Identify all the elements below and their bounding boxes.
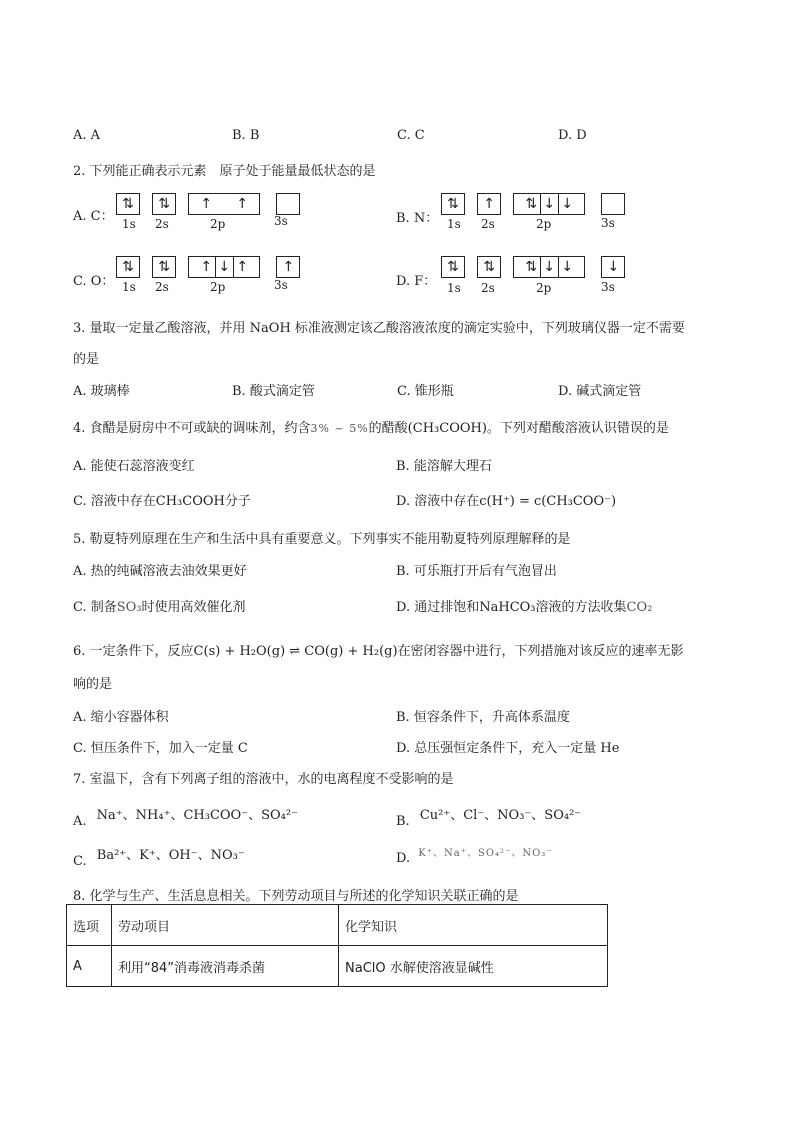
q3-option-a[interactable]: A. 玻璃棒 xyxy=(73,384,130,399)
q2-a-boxes xyxy=(116,193,300,215)
q7-option-c-label: C. xyxy=(73,854,87,869)
orbital-box-2s: ↑ xyxy=(477,193,501,215)
q4-option-c-formula: CH₃COOH xyxy=(155,494,225,509)
q6-stem-post: 在密闭容器中进行，下列措施对该反应的速率无影 xyxy=(397,644,684,659)
orbital-box-1s: ⇅ xyxy=(441,256,465,278)
q8-table xyxy=(66,904,608,987)
orbital-label-2p: 2p xyxy=(536,281,552,295)
orbital-box-2p: ⇅ ↓ ↓ xyxy=(513,256,585,278)
q6-option-b[interactable]: B. 恒容条件下，升高体系温度 xyxy=(396,710,570,725)
q2-c-boxes xyxy=(116,256,300,278)
orbital-box-3s xyxy=(601,193,625,215)
q3-stem-line1: 3. 量取一定量乙酸溶液，并用 NaOH 标准液测定该乙酸溶液浓度的滴定实验中，下列玻璃仪器一定不需要 xyxy=(73,321,685,336)
table-cell: 利用“84”消毒液消毒杀菌 xyxy=(112,946,339,987)
q6-option-a[interactable]: A. 缩小容器体积 xyxy=(73,710,169,725)
q2-b-boxes xyxy=(441,193,625,215)
orbital-label-3s: 3s xyxy=(274,214,288,228)
orbital-label-2p: 2p xyxy=(536,217,552,231)
q4-option-c-post: 分子 xyxy=(224,494,251,509)
q2-option-c-label: C. O： xyxy=(73,274,115,289)
orbital-box-2p: ⇅ ↓ ↓ xyxy=(513,193,585,215)
q5-option-c[interactable] xyxy=(73,596,246,615)
orbital-label-1s: 1s xyxy=(447,281,461,295)
q7-option-a-ions: Na⁺、NH₄⁺、CH₃COO⁻、SO₄²⁻ xyxy=(96,808,298,823)
q6-reaction: C(s) + H₂O(g) ⇌ CO(g) + H₂(g) xyxy=(193,644,398,659)
q7-option-b-ions: Cu²⁺、Cl⁻、NO₃⁻、SO₄²⁻ xyxy=(419,808,582,823)
q7-option-c[interactable] xyxy=(73,844,245,869)
q4-formula: CH₃COOH xyxy=(412,421,482,436)
orbital-box-2s: ⇅ xyxy=(477,256,501,278)
orbital-label-1s: 1s xyxy=(122,217,136,231)
q4-range: 3% ~ 5% xyxy=(310,422,369,435)
q5-option-d-formula: NaHCO₃ xyxy=(479,600,536,615)
q5-option-d[interactable] xyxy=(396,596,652,615)
q4-option-c-text: C. 溶液中存在 xyxy=(73,494,156,509)
q7-option-d-ions: K⁺、Na⁺、SO₄²⁻、NO₃⁻ xyxy=(418,848,553,859)
q2-option-d-label: D. F： xyxy=(396,274,437,289)
q7-option-b[interactable] xyxy=(396,804,582,829)
q6-stem-line2: 响的是 xyxy=(73,677,113,692)
q7-option-d-label: D. xyxy=(396,851,411,866)
q6-stem xyxy=(73,640,684,659)
orbital-box-2s: ⇅ xyxy=(152,193,176,215)
q1-option-a[interactable]: A. A xyxy=(73,128,101,143)
q5-option-c-formula: SO₃ xyxy=(116,600,142,615)
orbital-box-3s xyxy=(276,193,300,215)
q8-stem: 8. 化学与生产、生活息息相关。下列劳动项目与所述的化学知识关联正确的是 xyxy=(73,889,519,904)
q5-option-b[interactable]: B. 可乐瓶打开后有气泡冒出 xyxy=(396,564,557,579)
orbital-box-2p: ↑ ↑ xyxy=(188,193,260,215)
q6-option-c[interactable]: C. 恒压条件下，加入一定量 C xyxy=(73,741,248,756)
q5-option-d-formula2: CO₂ xyxy=(626,600,653,615)
orbital-box-3s: ↓ xyxy=(601,256,625,278)
orbital-label-2s: 2s xyxy=(481,281,495,295)
q4-option-d[interactable] xyxy=(396,490,616,509)
orbital-label-3s: 3s xyxy=(601,216,615,230)
q6-option-d[interactable]: D. 总压强恒定条件下，充入一定量 He xyxy=(396,741,620,756)
table-header-cell: 劳动项目 xyxy=(112,905,339,946)
q4-option-c[interactable] xyxy=(73,490,251,509)
orbital-label-2p: 2p xyxy=(210,217,226,231)
q4-stem-text: 4. 食醋是厨房中不可或缺的调味剂，约含 xyxy=(73,421,311,436)
orbital-box-1s: ⇅ xyxy=(116,193,140,215)
q7-stem: 7. 室温下，含有下列离子组的溶液中，水的电离程度不受影响的是 xyxy=(73,772,454,787)
q4-option-d-formula: c(H⁺) = c(CH₃COO⁻) xyxy=(479,494,617,509)
q5-option-a[interactable]: A. 热的纯碱溶液去油效果更好 xyxy=(73,564,247,579)
orbital-box-1s: ⇅ xyxy=(441,193,465,215)
q5-option-d-text: D. 通过排饱和 xyxy=(396,600,480,615)
q4-stem-post: )。下列对醋酸溶液认识错误的是 xyxy=(481,421,669,436)
orbital-label-3s: 3s xyxy=(601,280,615,294)
orbital-box-2s: ⇅ xyxy=(152,256,176,278)
q2-stem: 2. 下列能正确表示元素 原子处于能量最低状态的是 xyxy=(73,164,376,179)
orbital-label-2s: 2s xyxy=(155,280,169,294)
table-cell: NaClO 水解使溶液显碱性 xyxy=(339,946,608,987)
q2-option-b-label: B. N： xyxy=(396,211,439,226)
q4-stem-mid: 的醋酸( xyxy=(368,421,413,436)
q7-option-c-ions: Ba²⁺、K⁺、OH⁻、NO₃⁻ xyxy=(96,848,245,863)
orbital-box-1s: ⇅ xyxy=(116,256,140,278)
q7-option-b-label: B. xyxy=(396,814,410,829)
q3-option-b[interactable]: B. 酸式滴定管 xyxy=(232,384,315,399)
q5-stem: 5. 勒夏特列原理在生产和生活中具有重要意义。下列事实不能用勒夏特列原理解释的是 xyxy=(73,532,571,547)
orbital-label-1s: 1s xyxy=(447,217,461,231)
q5-option-d-mid: 溶液的方法收集 xyxy=(535,600,627,615)
q1-option-c[interactable]: C. C xyxy=(397,128,425,143)
table-header-row xyxy=(67,905,608,946)
table-header-cell: 选项 xyxy=(67,905,112,946)
q4-option-d-text: D. 溶液中存在 xyxy=(396,494,480,509)
q3-stem-line2: 的是 xyxy=(73,352,100,367)
orbital-label-3s: 3s xyxy=(274,278,288,292)
table-row xyxy=(67,946,608,987)
table-header-cell: 化学知识 xyxy=(339,905,608,946)
q4-option-b[interactable]: B. 能溶解大理石 xyxy=(396,459,492,474)
q3-option-c[interactable]: C. 锥形瓶 xyxy=(397,384,454,399)
q2-d-boxes xyxy=(441,256,625,278)
orbital-label-2s: 2s xyxy=(155,217,169,231)
q4-option-a[interactable]: A. 能使石蕊溶液变红 xyxy=(73,459,195,474)
orbital-label-2p: 2p xyxy=(210,280,226,294)
q5-option-c-post: 时使用高效催化剂 xyxy=(141,600,246,615)
orbital-box-3s: ↑ xyxy=(276,256,300,278)
q3-option-d[interactable]: D. 碱式滴定管 xyxy=(558,384,642,399)
table-cell: A xyxy=(67,946,112,987)
q6-stem-text: 6. 一定条件下，反应 xyxy=(73,644,194,659)
q2-option-a-label: A. C： xyxy=(73,209,114,224)
q1-option-b[interactable]: B. B xyxy=(232,128,260,143)
q7-option-a-label: A. xyxy=(73,814,87,829)
orbital-label-1s: 1s xyxy=(122,280,136,294)
q1-option-d[interactable]: D. D xyxy=(558,128,587,143)
q7-option-d[interactable] xyxy=(396,844,553,866)
q4-stem xyxy=(73,417,669,436)
orbital-box-2p: ↑ ↓ ↑ xyxy=(188,256,260,278)
q7-option-a[interactable] xyxy=(73,804,298,829)
orbital-label-2s: 2s xyxy=(481,217,495,231)
q5-option-c-text: C. 制备 xyxy=(73,600,117,615)
